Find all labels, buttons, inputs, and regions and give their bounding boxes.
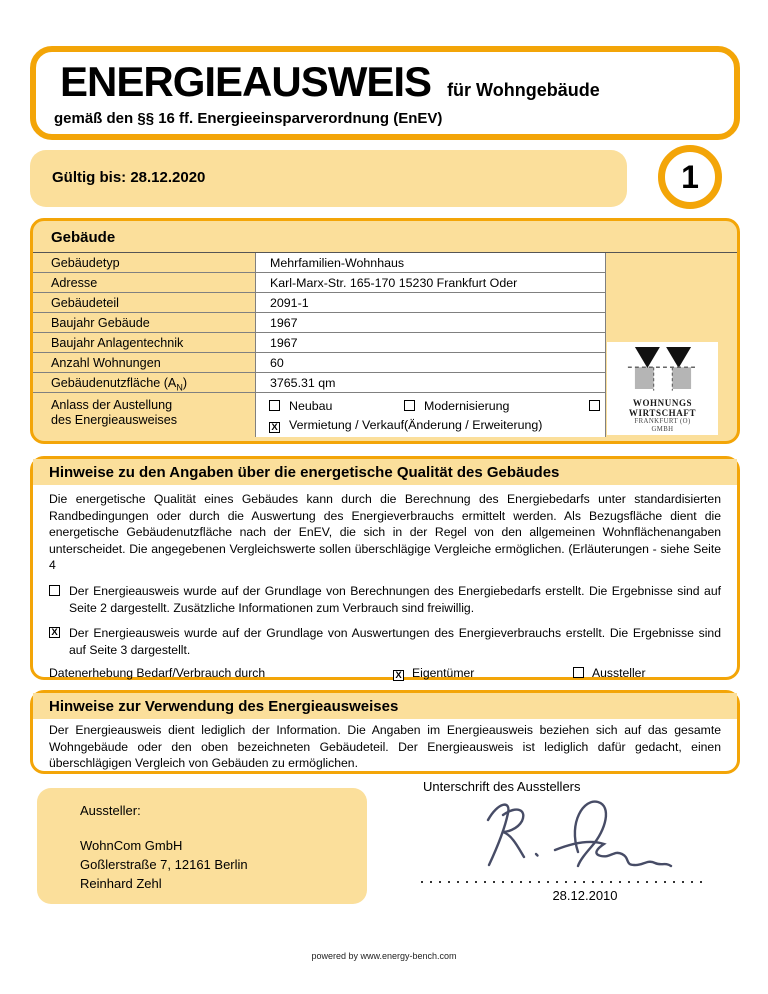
row-label <box>33 393 255 437</box>
row-label <box>33 373 255 392</box>
anlass-label-line1: Anlass der Austellung <box>51 398 173 412</box>
option-label: Eigentümer <box>412 666 475 681</box>
checkbox-bedarf <box>49 585 60 596</box>
table-row <box>33 353 606 373</box>
option-bedarf-text: Der Energieausweis wurde auf der Grundlage von Berechnungen des Energiebedarfs erstellt. Die Ergebnisse sind auf Seite 2 dargestellt. Zusätzliche Informationen zum Verbrauch sind freiwillig. <box>69 583 721 615</box>
option-bedarf <box>49 583 721 616</box>
row-value: 1967 <box>255 333 606 352</box>
issuer-label: Aussteller: <box>80 803 141 818</box>
usage-hints-section <box>30 690 740 774</box>
checkbox-eigentuemer: X <box>393 670 404 681</box>
row-value: 2091-1 <box>255 293 606 312</box>
option-eigentuemer <box>393 665 474 682</box>
table-row <box>33 253 606 273</box>
usage-hints-title: Hinweise zur Verwendung des Energieausweises <box>33 693 737 719</box>
row-value: Karl-Marx-Str. 165-170 15230 Frankfurt Oder <box>255 273 606 292</box>
checkbox-modernisierung <box>404 400 415 411</box>
table-row <box>33 293 606 313</box>
anlass-label-line2: des Energieausweises <box>51 413 178 427</box>
option-label: Aussteller <box>592 666 646 681</box>
datenerhebung-label: Datenerhebung Bedarf/Verbrauch durch <box>49 666 266 681</box>
checkbox-extra <box>589 400 600 411</box>
area-label-close: ) <box>182 376 188 390</box>
quality-intro-paragraph: Die energetische Qualität eines Gebäudes kann durch die Berechnung des Energiebedarfs unter standardisierten Randbedingungen oder durch die Auswertung des Energieverbrauchs ermittelt werden. Als Bezugsfläche dient die energetische Gebäudenutzfläche nach der EnEV, die sich in der Regel von den allgemeinen Wohnflächenangaben unterscheidet. Die angegebenen Vergleichswerte sollen überschlägige Vergleiche ermöglichen. (Erläuterungen - siehe Seite 4 <box>49 492 721 573</box>
validity-box <box>30 150 627 207</box>
checkbox-aussteller <box>573 667 584 678</box>
table-row-anlass <box>33 393 606 437</box>
building-section <box>30 218 740 444</box>
table-row <box>33 333 606 353</box>
row-value: Mehrfamilien-Wohnhaus <box>255 253 606 272</box>
wohnungswirtschaft-logo-icon <box>624 342 702 394</box>
issuer-person: Reinhard Zehl <box>80 876 162 891</box>
usage-paragraph: Der Energieausweis dient lediglich der Information. Die Angaben im Energieausweis beziehen sich auf das gesamte Wohngebäude oder den oben bezeichneten Gebäudeteil. Der Energieausweis ist lediglich dafür gedacht, einen überschlägigen Vergleich von Gebäuden zu ermöglichen. <box>49 723 721 771</box>
signature-line <box>421 881 703 883</box>
document-title: ENERGIEAUSWEIS <box>60 58 432 105</box>
table-row <box>33 313 606 333</box>
area-label: Gebäudenutzfläche (A <box>51 376 177 390</box>
row-value: 3765.31 qm <box>255 373 606 392</box>
row-label: Baujahr Anlagentechnik <box>51 336 184 350</box>
logo-text-line2: WIRTSCHAFT <box>628 407 697 418</box>
document-title-suffix: für Wohngebäude <box>447 80 600 100</box>
row-label: Gebäudeteil <box>51 296 119 310</box>
row-label: Anzahl Wohnungen <box>51 356 161 370</box>
option-verbrauch <box>49 625 721 658</box>
quality-hints-body <box>33 485 737 711</box>
document-subtitle: gemäß den §§ 16 ff. Energieeinsparverordnung (EnEV) <box>54 110 443 127</box>
checkbox-vermietung: X <box>269 422 280 433</box>
usage-hints-body <box>33 719 737 778</box>
logo-text-line4: GMBH <box>651 425 674 433</box>
validity-text: Gültig bis: 28.12.2020 <box>52 169 206 186</box>
option-modernisierung <box>404 399 509 413</box>
table-row-area <box>33 373 606 393</box>
logo-text-line1: WOHNUNGS <box>632 398 693 408</box>
row-label: Adresse <box>51 276 98 290</box>
header-box <box>30 46 740 140</box>
company-logo <box>607 342 718 435</box>
option-label: Modernisierung <box>424 399 510 413</box>
header-title-row <box>60 58 600 106</box>
signature-icon <box>458 792 708 880</box>
option-label: Neubau <box>289 399 333 413</box>
issuer-company: WohnCom GmbH <box>80 838 183 853</box>
checkbox-neubau <box>269 400 280 411</box>
row-value: 1967 <box>255 313 606 332</box>
row-label: Baujahr Gebäude <box>51 316 150 330</box>
row-label: Gebäudetyp <box>51 256 120 270</box>
quality-hints-section <box>30 456 740 680</box>
datenerhebung-row <box>49 665 721 682</box>
option-aussteller <box>573 665 646 682</box>
building-table <box>33 253 606 437</box>
option-aenderung: (Änderung / Erweiterung) <box>404 418 543 432</box>
logo-text-line3: FRANKFURT (O) <box>634 418 691 425</box>
option-label: Vermietung / Verkauf <box>289 418 405 432</box>
anlass-options <box>255 393 606 437</box>
quality-hints-title: Hinweise zu den Angaben über die energetische Qualität des Gebäudes <box>33 459 737 485</box>
checkbox-verbrauch: X <box>49 627 60 638</box>
issuer-details <box>80 836 367 893</box>
option-extra <box>589 399 609 413</box>
page-number-badge <box>658 145 722 209</box>
row-value: 60 <box>255 353 606 372</box>
page-number: 1 <box>681 158 699 195</box>
footer-text: powered by www.energy-bench.com <box>311 951 457 961</box>
signature-label: Unterschrift des Ausstellers <box>423 779 581 794</box>
option-neubau <box>269 399 332 413</box>
signature-date: 28.12.2010 <box>552 888 618 903</box>
issuer-box <box>37 788 367 904</box>
issuer-address: Goßlerstraße 7, 12161 Berlin <box>80 857 248 872</box>
option-verbrauch-text: Der Energieausweis wurde auf der Grundlage von Auswertungen des Energieverbrauchs erstellt. Die Ergebnisse sind auf Seite 3 dargestellt. <box>69 626 721 657</box>
option-vermietung <box>269 418 404 433</box>
building-section-title: Gebäude <box>51 229 116 246</box>
area-label-sub: N <box>176 382 183 393</box>
table-row <box>33 273 606 293</box>
